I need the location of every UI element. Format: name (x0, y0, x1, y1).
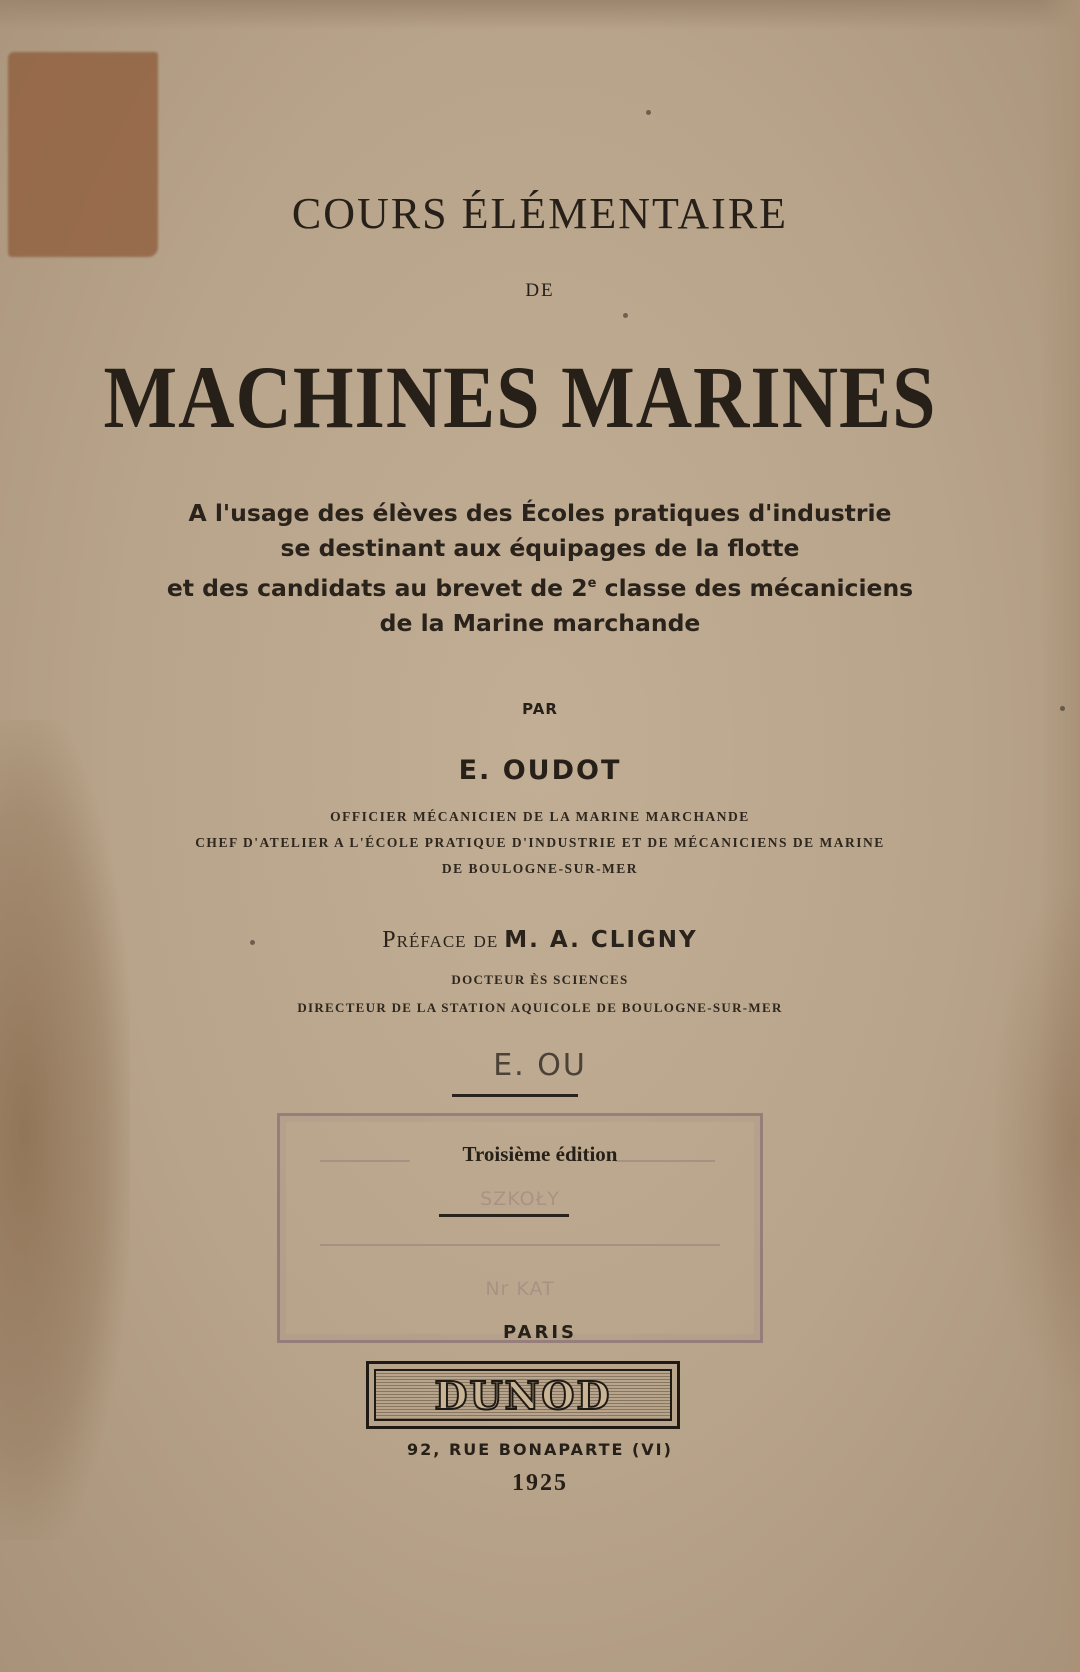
handwritten-note: E. OU (493, 1048, 587, 1083)
stamp-text: Nr KAT (485, 1278, 555, 1300)
author-name: E. OUDOT (458, 755, 622, 786)
subtitle-text: classe des mécaniciens (596, 573, 914, 602)
paper-edge-wear (0, 0, 1080, 30)
subtitle-line (0, 566, 1080, 606)
title-connector: DE (525, 280, 555, 301)
publication-year: 1925 (512, 1470, 568, 1496)
by-label: PAR (522, 700, 558, 718)
preface-affiliation (0, 966, 1080, 1022)
subtitle-text: et des candidats au brevet de 2 (166, 573, 588, 602)
affiliation-line: DE BOULOGNE-SUR-MER (441, 861, 639, 876)
ink-speck (646, 110, 651, 115)
ink-speck (623, 313, 628, 318)
subtitle (0, 496, 1080, 641)
main-title: MACHINES MARINES (103, 347, 937, 447)
divider-rule (452, 1094, 578, 1097)
subtitle-line: A l'usage des élèves des Écoles pratiques d'industrie (188, 499, 892, 527)
publisher-address: 92, RUE BONAPARTE (VI) (407, 1440, 673, 1459)
publisher-logo (366, 1361, 680, 1429)
affiliation-line: DIRECTEUR DE LA STATION AQUICOLE DE BOULOGNE-SUR-MER (297, 1000, 783, 1015)
preface-credit (0, 927, 1080, 954)
divider-rule (439, 1214, 569, 1217)
edition-label: Troisième édition (462, 1142, 618, 1166)
author-affiliation (0, 804, 1080, 882)
preface-prefix: Préface de (382, 927, 499, 953)
subtitle-line: de la Marine marchande (379, 608, 701, 637)
publisher-name: DUNOD (434, 1372, 612, 1418)
publisher-logo-frame (374, 1369, 672, 1421)
publisher-city: PARIS (503, 1322, 577, 1343)
series-title: COURS ÉLÉMENTAIRE (291, 189, 789, 238)
stamp-line (320, 1244, 720, 1246)
affiliation-line: CHEF D'ATELIER A L'ÉCOLE PRATIQUE D'INDUSTRIE ET DE MÉCANICIENS DE MARINE (195, 835, 885, 850)
affiliation-line: DOCTEUR ÈS SCIENCES (451, 972, 629, 987)
preface-author: M. A. CLIGNY (504, 927, 698, 953)
stamp-text: SZKOŁY (480, 1188, 560, 1210)
subtitle-line: se destinant aux équipages de la flotte (280, 534, 800, 562)
ordinal-superscript: e (587, 576, 597, 591)
affiliation-line: OFFICIER MÉCANICIEN DE LA MARINE MARCHANDE (330, 809, 750, 824)
